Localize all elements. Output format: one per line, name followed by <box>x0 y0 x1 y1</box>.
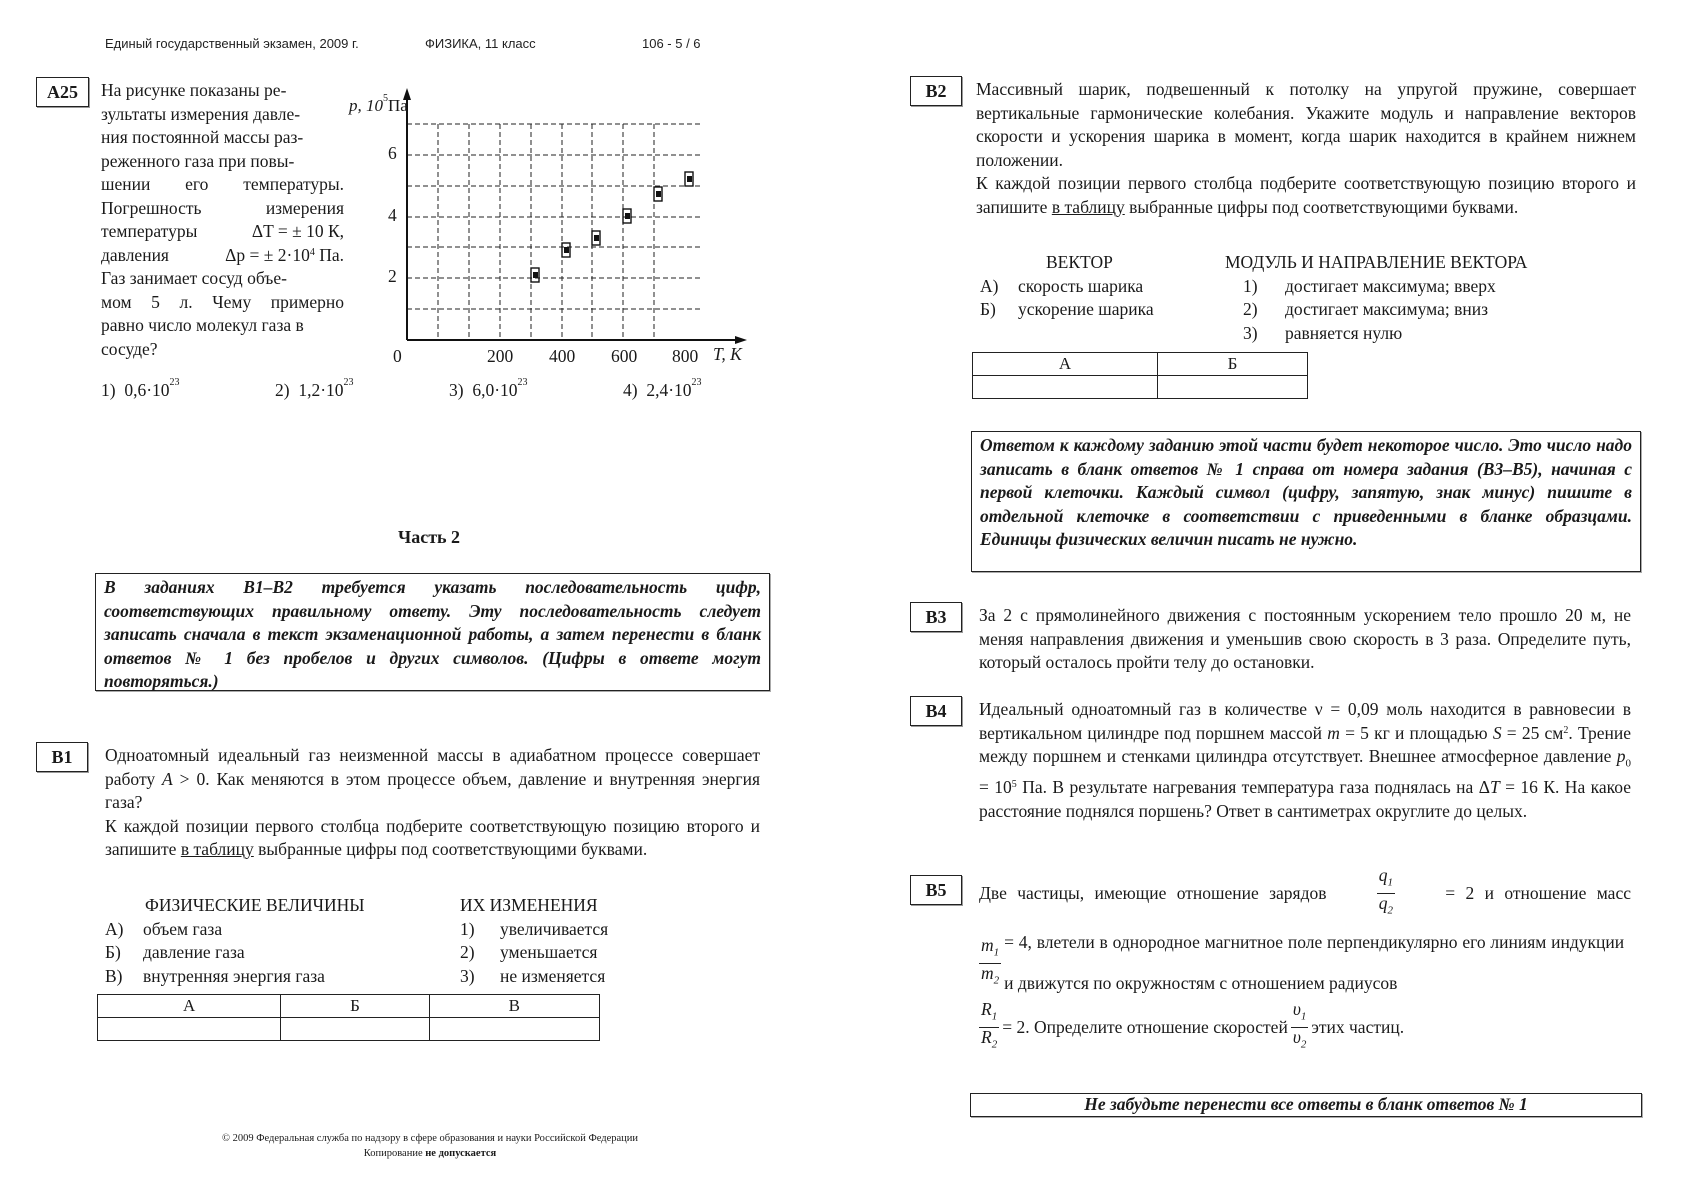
a25-dp-line: давления Δp = ± $2\cdot 10^4$ Па. <box>101 244 344 265</box>
b1-col-header: Б <box>281 995 430 1018</box>
b5-line-1: Две частицы, имеющие отношение зарядов $\frac{q_1}{q_2}$ = 2 и отношение масс <box>979 866 1631 920</box>
velocity-ratio: $\frac{\upsilon_1}{\upsilon_2}$ <box>1292 999 1307 1050</box>
a25-line: реженного газа при повы- <box>101 150 295 171</box>
radius-ratio: $\frac{R_1}{R_2}$ <box>981 999 998 1050</box>
task-tag-b4: B4 <box>910 696 962 726</box>
b2-row: 3) равняется нулю <box>1243 322 1403 343</box>
b2-col2-header: МОДУЛЬ И НАПРАВЛЕНИЕ ВЕКТОРА <box>1225 252 1528 272</box>
x-tick: 400 <box>549 346 576 366</box>
b4-question: Идеальный одноатомный газ в количестве ν = 0,09 моль находится в равновесии в вертикальном цилиндре под поршнем массой m = 5 кг и площадью S = 25 $см^2$. Трение между поршнем и стенками цилиндра отсутствует. Внешнее атмосферное давление $p_0 = 10^5$ Па. В результате нагревания температура газа поднялась на ΔT = 16 К. На какое расстояние поднялся поршень? Ответ в сантиметрах округлите до целых. <box>979 699 1631 821</box>
b2-col-header: Б <box>1158 353 1308 376</box>
a25-line: Погрешность измерения <box>101 197 344 218</box>
task-tag-b5: B5 <box>910 875 962 905</box>
a25-line: ния постоянной массы раз- <box>101 127 304 147</box>
b2-col-header: А <box>973 353 1158 376</box>
b5-line-2: $\frac{m_1}{m_2}$ = 4, влетели в однородное магнитное поле перпендикулярно его линиям индукции и движутся по окружностям с отношением радиусов <box>981 932 1625 993</box>
b1-matching <box>105 894 645 988</box>
scatter-plot <box>355 88 755 373</box>
a25-dT-value: ΔT = ± 10 К, <box>251 221 344 241</box>
x-axis-label: T, К <box>713 344 742 364</box>
header-subject: ФИЗИКА, 11 класс <box>425 36 536 51</box>
b5-line-4: $\frac{R_1}{R_2}$ = 2. Определите отношение скоростей $\frac{\upsilon_1}{\upsilon_2}$ этих частиц. <box>979 1000 1404 1054</box>
a25-line: равно число молекул газа в <box>101 315 304 335</box>
a25-option-1[interactable]: 1) $0,6\cdot 10^{23}$ <box>101 377 180 400</box>
y-tick: 6 <box>388 143 397 163</box>
b1-col2-header: ИХ ИЗМЕНЕНИЯ <box>460 895 598 915</box>
y-axis-label: p, $10^5Па$ <box>349 93 408 115</box>
a25-option-3[interactable]: 3) $6,0\cdot 10^{23}$ <box>449 377 528 400</box>
data-points <box>531 172 693 282</box>
task-tag-a25: A25 <box>36 77 89 107</box>
data-point-markers <box>533 176 692 278</box>
task-tag-b2: B2 <box>910 76 962 106</box>
b1-col-header: В <box>429 995 599 1018</box>
a25-options <box>101 377 741 401</box>
header-exam: Единый государственный экзамен, 2009 г. <box>105 36 359 51</box>
x-axis-arrow-icon <box>735 336 747 344</box>
b2-matching <box>980 251 1620 345</box>
b1-row: В) внутренняя энергия газа 3) не изменяется <box>105 965 606 986</box>
a25-line: шении его температуры. <box>101 174 344 194</box>
b2-answer-cell[interactable] <box>1158 376 1308 399</box>
a25-line: мом 5 л. Чему примерно <box>101 291 344 312</box>
b2-row: А) скорость шарика 1) достигает максимума; вверх <box>980 275 1496 296</box>
task-tag-b3: B3 <box>910 602 962 632</box>
b2-col1-header: ВЕКТОР <box>1046 252 1113 272</box>
part-b3-b5-instructions: Ответом к каждому заданию этой части будет некоторое число. Это число надо записать в бланк ответов № 1 справа от номера задания (В3–В5), начиная с первой клеточки. Каждый символ (цифру, запятую, знак минус) пишите в отдельной клеточке в соответствии с приведенными в бланке образцами. Единицы физических величин писать не нужно. <box>971 431 1641 572</box>
a25-dT-line: температуры ΔT = ± 10 К, <box>101 220 344 244</box>
task-tag-b1: B1 <box>36 742 88 772</box>
y-tick: 4 <box>388 205 397 225</box>
b1-question: Одноатомный идеальный газ неизменной массы в адиабатном процессе совершает работу A > 0. Как меняются в этом процессе объем, давление и внутренняя энергия газа? К каждой позиции первого столбца подберите соответствующую позицию второго и запишите в таблицу выбранные цифры под соответствующими буквами. <box>105 745 760 859</box>
a25-line: сосуде? <box>101 338 158 359</box>
final-reminder: Не забудьте перенести все ответы в бланк ответов № 1 <box>970 1093 1642 1117</box>
charge-ratio: $\frac{q_1}{q_2}$ <box>1378 865 1393 916</box>
y-tick: 2 <box>388 266 397 286</box>
header-page: 106 - 5 / 6 <box>642 36 701 51</box>
part2-title: Часть 2 <box>398 527 461 547</box>
a25-line: На рисунке показаны ре- <box>101 80 287 100</box>
b1-row: Б) давление газа 2) уменьшается <box>105 942 598 962</box>
part2-instructions: В заданиях В1–В2 требуется указать последовательность цифр, соответствующих правильному ответу. Эту последовательность следует записать сначала в текст экзаменационной работы, а затем перенести в бланк ответов № 1 без пробелов и других символов. (Цифры в ответе могут повторяться.) <box>95 573 770 691</box>
b1-answer-cell[interactable] <box>98 1018 281 1041</box>
x-tick: 800 <box>672 346 699 366</box>
b1-answer-cell[interactable] <box>281 1018 430 1041</box>
a25-option-2[interactable]: 2) $1,2\cdot 10^{23}$ <box>275 377 354 400</box>
b2-row: Б) ускорение шарика 2) достигает максимума; вниз <box>980 299 1488 319</box>
b1-col-header: А <box>98 995 281 1018</box>
b1-answer-table <box>97 994 600 1041</box>
copyright-footer: © 2009 Федеральная служба по надзору в сфере образования и науки Российской Федерации Копирование не допускается <box>221 1133 639 1159</box>
b1-answer-cell[interactable] <box>429 1018 599 1041</box>
a25-line: Газ занимает сосуд объе- <box>101 268 287 288</box>
b1-row: А) объем газа 1) увеличивается <box>105 918 609 939</box>
a25-line: зультаты измерения давле- <box>101 103 301 124</box>
x-tick: 0 <box>393 346 402 366</box>
chart-grid <box>407 124 700 338</box>
b3-question: За 2 с прямолинейного движения с постоянным ускорением тело прошло 20 м, не меняя направления движения и уменьшив свою скорость в 3 раза. Определите путь, который осталось пройти телу до остановки. <box>979 605 1631 672</box>
mass-ratio: $\frac{m_1}{m_2}$ <box>981 935 1000 986</box>
x-tick: 600 <box>611 346 638 366</box>
pressure-temperature-chart <box>349 88 755 373</box>
a25-option-4[interactable]: 4) $2,4\cdot 10^{23}$ <box>623 377 702 400</box>
b2-question: Массивный шарик, подвешенный к потолку на упругой пружине, совершает вертикальные гармонические колебания. Укажите модуль и направление векторов скорости и ускорения шарика в момент, когда шарик находится в крайнем нижнем положении. К каждой позиции первого столбца подберите соответствующую позицию второго и запишите в таблицу выбранные цифры под соответствующими буквами. <box>976 79 1636 217</box>
a25-question <box>101 79 344 361</box>
x-tick: 200 <box>487 346 514 366</box>
b2-answer-table <box>972 352 1308 399</box>
b2-answer-cell[interactable] <box>973 376 1158 399</box>
b1-col1-header: ФИЗИЧЕСКИЕ ВЕЛИЧИНЫ <box>145 895 365 915</box>
